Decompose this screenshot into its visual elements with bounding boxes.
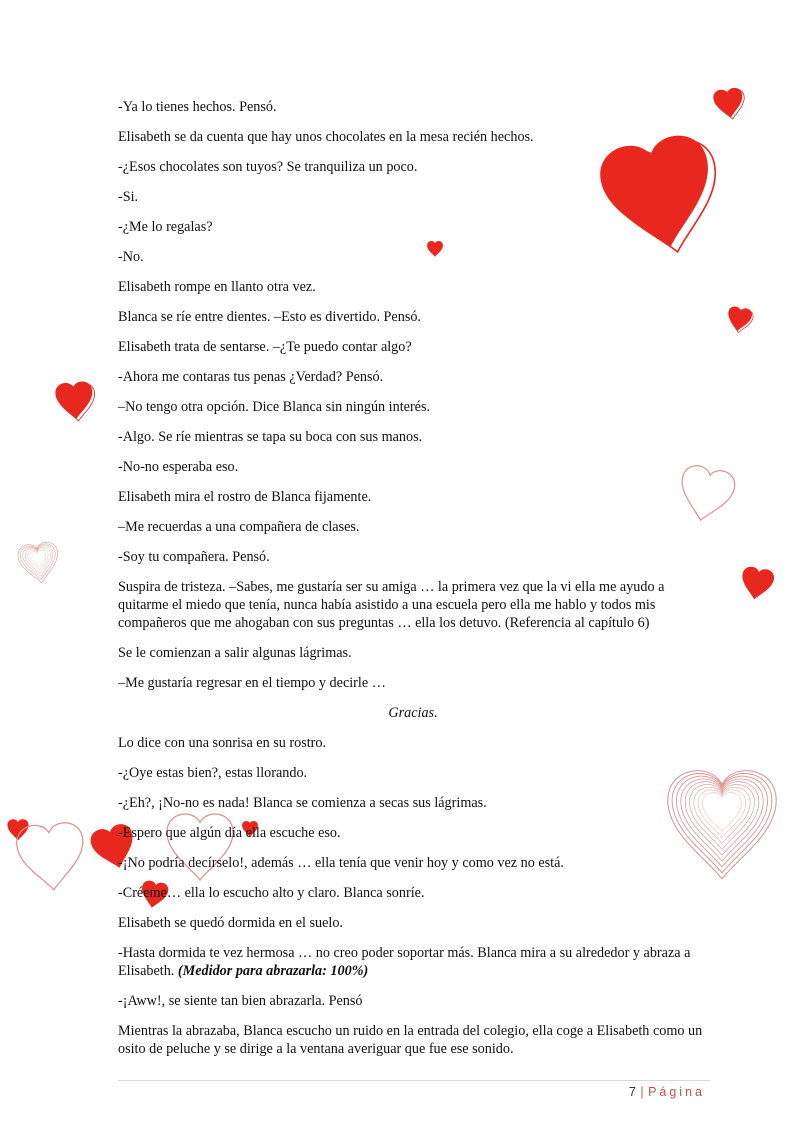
paragraph: -¡No podría decírselo!, además … ella tenía que venir hoy y como vez no está. <box>118 855 564 871</box>
page-label: Página <box>648 1085 705 1099</box>
heart-icon <box>17 541 62 586</box>
paragraph: -Créeme… ella lo escucho alto y claro. Blanca sonríe. <box>118 885 425 901</box>
paragraph: -Ahora me contaras tus penas ¿Verdad? Pensó. <box>118 369 384 385</box>
paragraph: –Me gustaría regresar en el tiempo y decirle … <box>118 675 386 691</box>
paragraph: Elisabeth mira el rostro de Blanca fijamente. <box>118 489 372 505</box>
paragraph: -Ya lo tienes hechos. Pensó. <box>118 99 277 115</box>
heart-icon <box>712 87 747 122</box>
paragraph: -Si. <box>118 189 139 205</box>
body-text <box>118 98 708 1070</box>
footer-divider <box>118 1080 710 1081</box>
paragraph: Elisabeth rompe en llanto otra vez. <box>118 279 316 295</box>
heart-icon <box>15 821 87 892</box>
paragraph: -No. <box>118 249 144 265</box>
paragraph: Elisabeth se da cuenta que hay unos chocolates en la mesa recién hechos. <box>118 129 534 145</box>
paragraph: -Algo. Se ríe mientras se tapa su boca con sus manos. <box>118 429 423 445</box>
hug-text: -Hasta dormida te vez hermosa … no creo poder soportar más. Blanca mira a su alrededor y abraza a Elisabeth. <box>118 945 691 979</box>
paragraph: Mientras la abrazaba, Blanca escucho un ruido en la entrada del colegio, ella coge a Elisabeth como un osito de peluche y se dirige a la ventana averiguar que fue ese sonido. <box>118 1023 703 1057</box>
paragraph: -¿Esos chocolates son tuyos? Se tranquiliza un poco. <box>118 159 418 175</box>
paragraph: Elisabeth se quedó dormida en el suelo. <box>118 915 343 931</box>
paragraph: -¿Eh?, ¡No-no es nada! Blanca se comienza a secas sus lágrimas. <box>118 795 487 811</box>
page-number: 7 <box>628 1085 637 1099</box>
paragraph: Elisabeth trata de sentarse. –¿Te puedo contar algo? <box>118 339 412 355</box>
paragraph: Suspira de tristeza. –Sabes, me gustaría ser su amiga … la primera vez que la vi ella me ayudo a quitarme el miedo que tenía, nunca había asistido a una escuela pero ella me hablo y todos mis compañeros que me ahogaban con sus preguntas … ella los detuvo. (Referencia al capítulo 6) <box>118 579 665 631</box>
paragraph: -No-no esperaba eso. <box>118 459 239 475</box>
paragraph: -¿Oye estas bien?, estas llorando. <box>118 765 308 781</box>
hug-meter: (Medidor para abrazarla: 100%) <box>177 963 369 979</box>
footer-separator: | <box>640 1085 645 1099</box>
paragraph: -¡Aww!, se siente tan bien abrazarla. Pensó <box>118 993 363 1009</box>
paragraph: Lo dice con una sonrisa en su rostro. <box>118 735 327 751</box>
centered-line: Gracias. <box>388 705 438 721</box>
paragraph: -Soy tu compañera. Pensó. <box>118 549 270 565</box>
paragraph: Se le comienzan a salir algunas lágrimas. <box>118 645 352 661</box>
paragraph: –Me recuerdas a una compañera de clases. <box>118 519 360 535</box>
paragraph: -¿Me lo regalas? <box>118 219 213 235</box>
page-footer <box>629 1085 705 1099</box>
paragraph: -Espero que algún día ella escuche eso. <box>118 825 341 841</box>
heart-icon <box>725 306 754 335</box>
paragraph: Blanca se ríe entre dientes. –Esto es divertido. Pensó. <box>118 309 421 325</box>
paragraph: –No tengo otra opción. Dice Blanca sin ningún interés. <box>118 399 431 415</box>
heart-icon <box>55 381 97 423</box>
paragraph <box>118 944 708 980</box>
heart-icon <box>739 565 776 602</box>
